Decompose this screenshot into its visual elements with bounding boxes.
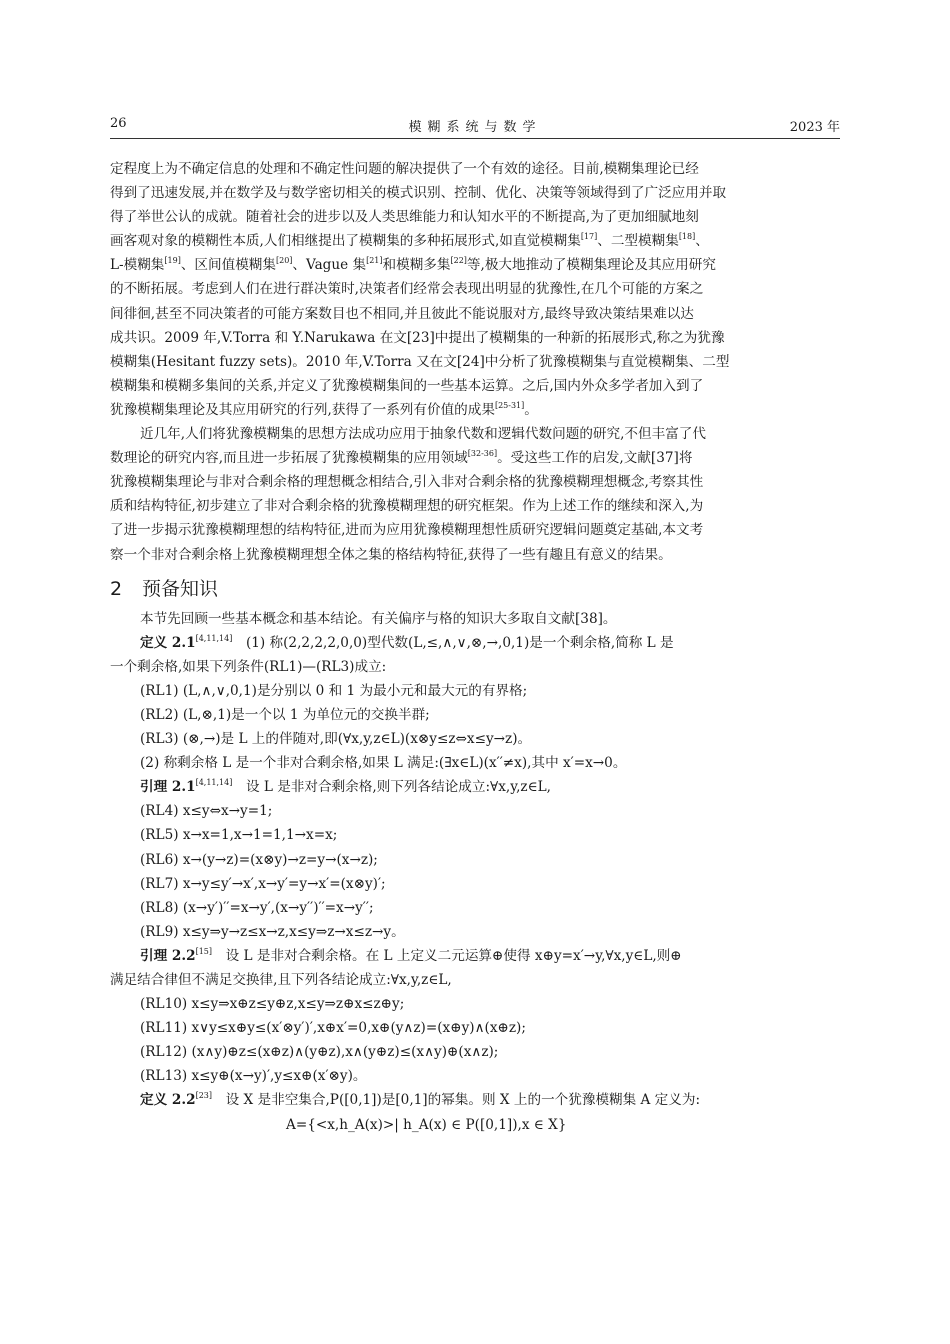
text-line: 得到了迅速发展,并在数学及与数学密切相关的模式识别、控制、优化、决策等领域得到了广泛应用并取 bbox=[110, 185, 727, 202]
text-line: 了进一步揭示犹豫模糊理想的结构特征,进而为应用犹豫模糊理想性质研究逻辑问题奠定基础,本文考 bbox=[110, 522, 704, 539]
text-line: 本节先回顾一些基本概念和基本结论。有关偏序与格的知识大多取自文献[38]。 bbox=[140, 610, 617, 627]
hesitant-fuzzy-set-formula: A={<x,h_A(x)>| h_A(x) ∈ P([0,1]),x ∈ X} bbox=[286, 1116, 567, 1133]
axiom-rl1: (RL1) (L,∧,∨,0,1)是分别以 0 和 1 为最小元和最大元的有界格; bbox=[140, 682, 528, 699]
definition-label: 定义 2.2 bbox=[140, 1092, 196, 1109]
section-title: 预备知识 bbox=[142, 577, 219, 600]
text-line: 满足结合律但不满足交换律,且下列各结论成立:∀x,y,z∈L, bbox=[110, 972, 452, 988]
page-number: 26 bbox=[110, 116, 127, 131]
text-span: 犹豫模糊集理论及其应用研究的行列,获得了一系列有价值的成果 bbox=[110, 401, 495, 418]
text-line: 的不断拓展。考虑到人们在进行群决策时,决策者们经常会表现出明显的犹豫性,在几个可能的方案之 bbox=[110, 281, 704, 298]
text-span: 数理论的研究内容,而且进一步拓展了犹豫模糊集的应用领域 bbox=[110, 450, 468, 467]
definition-2-2 bbox=[110, 1088, 840, 1112]
property-rl8: (RL8) (x→y′)′′=x→y′,(x→y′′)′′=x→y′′; bbox=[140, 899, 374, 916]
text-line: 察一个非对合剩余格上犹豫模糊理想全体之集的格结构特征,获得了一些有趣且有意义的结果。 bbox=[110, 546, 672, 563]
text-line bbox=[110, 398, 840, 422]
text-span: 设 L 是非对合剩余格,则下列各结论成立:∀x,y,z∈L, bbox=[232, 779, 551, 796]
property-rl7: (RL7) x→y≤y′→x′,x→y′=y→x′=(x⊗y)′; bbox=[140, 875, 386, 892]
citation: [18] bbox=[678, 232, 696, 242]
lemma-2-1 bbox=[110, 775, 840, 799]
text-line: 模糊集(Hesitant fuzzy sets)。2010 年,V.Torra 又在文[24]中分析了犹豫模糊集与直觉模糊集、二型 bbox=[110, 353, 730, 370]
journal-title: 模糊系统与数学 bbox=[408, 120, 542, 135]
property-rl10: (RL10) x≤y⇒x⊕z≤y⊕z,x≤y⇒z⊕x≤z⊕y; bbox=[140, 996, 405, 1013]
text-span: 设 L 是非对合剩余格。在 L 上定义二元运算⊕使得 x⊕y=x′→y,∀x,y∈L,则⊕ bbox=[212, 947, 682, 964]
citation: [4,11,14] bbox=[195, 778, 233, 788]
text-span: 设 X 是非空集合,P([0,1])是[0,1]的幂集。则 X 上的一个犹豫模糊集 A 定义为: bbox=[212, 1092, 701, 1109]
property-rl5: (RL5) x→x=1,x→1=1,1→x=x; bbox=[140, 827, 338, 844]
text-span: 画客观对象的模糊性本质,人们相继提出了模糊集的多种拓展形式,如直觉模糊集 bbox=[110, 233, 581, 250]
page-header bbox=[110, 116, 840, 138]
section-heading bbox=[110, 571, 840, 607]
text-span: 、二型模糊集 bbox=[597, 233, 679, 250]
text-line bbox=[110, 229, 840, 253]
citation: [32-36] bbox=[467, 449, 498, 459]
text-span: 、区间值模糊集 bbox=[180, 257, 276, 274]
property-rl11: (RL11) x∨y≤x⊕y≤(x′⊗y′)′,x⊕x′=0,x⊕(y∧z)=(x⊕y)∧(x⊕z); bbox=[140, 1020, 526, 1037]
citation: [20] bbox=[275, 256, 293, 266]
header-rule bbox=[110, 138, 840, 139]
citation: [19] bbox=[164, 256, 181, 266]
property-rl9: (RL9) x≤y⇒y→z≤x→z,x≤y⇒z→x≤z→y。 bbox=[140, 923, 405, 940]
text-line: 近几年,人们将犹豫模糊集的思想方法成功应用于抽象代数和逻辑代数问题的研究,不但丰富了代 bbox=[140, 426, 706, 443]
citation: [17] bbox=[580, 232, 598, 242]
section-number: 2 bbox=[110, 577, 123, 600]
text-span: 、 bbox=[695, 233, 709, 250]
text-line: (2) 称剩余格 L 是一个非对合剩余格,如果 L 满足:(∃x∈L)(x′′≠x),其中 x′=x→0。 bbox=[140, 755, 627, 772]
text-span: 、Vague 集 bbox=[292, 257, 367, 274]
property-rl4: (RL4) x≤y⇔x→y=1; bbox=[140, 803, 273, 820]
text-line bbox=[110, 253, 840, 277]
text-span: 。受这些工作的启发,文献[37]将 bbox=[497, 450, 693, 467]
property-rl6: (RL6) x→(y→z)=(x⊗y)→z=y→(x→z); bbox=[140, 851, 378, 868]
citation: [4,11,14] bbox=[195, 633, 233, 643]
text-line: 成共识。2009 年,V.Torra 和 Y.Narukawa 在文[23]中提出了模糊集的一种新的拓展形式,称之为犹豫 bbox=[110, 329, 725, 346]
citation: [21] bbox=[366, 256, 383, 266]
text-line: 间徘徊,甚至不同决策者的可能方案数目也不相同,并且彼此不能说服对方,最终导致决策结果难以达 bbox=[110, 305, 694, 322]
text-span: L-模糊集 bbox=[110, 257, 165, 274]
axiom-rl2: (RL2) (L,⊗,1)是一个以 1 为单位元的交换半群; bbox=[140, 706, 430, 723]
publication-year: 2023 年 bbox=[789, 120, 840, 135]
lemma-2-2 bbox=[110, 944, 840, 968]
property-rl12: (RL12) (x∧y)⊕z≤(x⊕z)∧(y⊕z),x∧(y⊕z)≤(x∧y)⊕(x∧z); bbox=[140, 1044, 499, 1061]
citation: [25-31] bbox=[494, 400, 525, 410]
citation: [22] bbox=[450, 256, 467, 266]
article-body bbox=[110, 157, 840, 1137]
text-line bbox=[110, 446, 840, 470]
property-rl13: (RL13) x≤y⊕(x→y)′,y≤x⊕(x′⊗y)。 bbox=[140, 1068, 367, 1085]
citation: [15] bbox=[195, 946, 212, 956]
text-line: 质和结构特征,初步建立了非对合剩余格的犹豫模糊理想的研究框架。作为上述工作的继续和深入,为 bbox=[110, 498, 704, 515]
axiom-rl3: (RL3) (⊗,→)是 L 上的伴随对,即(∀x,y,z∈L)(x⊗y≤z⇔x≤y→z)。 bbox=[140, 731, 532, 748]
text-line: 定程度上为不确定信息的处理和不确定性问题的解决提供了一个有效的途径。目前,模糊集理论已经 bbox=[110, 161, 699, 177]
text-line: 犹豫模糊集理论与非对合剩余格的理想概念相结合,引入非对合剩余格的犹豫模糊理想概念,考察其性 bbox=[110, 474, 704, 491]
citation: [23] bbox=[195, 1091, 212, 1101]
text-line: 模糊集和模糊多集间的关系,并定义了犹豫模糊集间的一些基本运算。之后,国内外众多学者加入到了 bbox=[110, 377, 704, 394]
text-span: 和模糊多集 bbox=[382, 257, 451, 274]
definition-2-1 bbox=[110, 631, 840, 655]
text-line: 一个剩余格,如果下列条件(RL1)—(RL3)成立: bbox=[110, 658, 387, 675]
text-span: 等,极大地推动了模糊集理论及其应用研究 bbox=[466, 257, 716, 274]
text-line: 得了举世公认的成就。随着社会的进步以及人类思维能力和认知水平的不断提高,为了更加细腻地刻 bbox=[110, 209, 699, 226]
text-span: (1) 称(2,2,2,2,0,0)型代数(L,≤,∧,∨,⊗,→,0,1)是一个剩余格,简称 L 是 bbox=[232, 634, 674, 651]
text-span: 。 bbox=[524, 401, 538, 418]
lemma-label: 引理 2.1 bbox=[140, 779, 196, 796]
lemma-label: 引理 2.2 bbox=[140, 947, 196, 964]
definition-label: 定义 2.1 bbox=[140, 634, 196, 651]
